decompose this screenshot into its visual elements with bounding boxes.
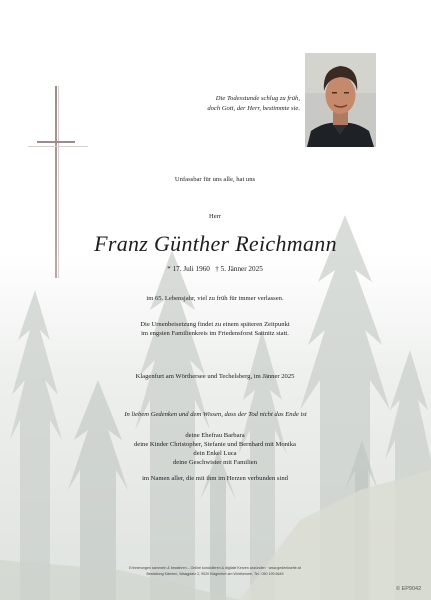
footer-line-2: Bestattung Kärnten, Waagplatz 2, 9020 Klagenfurt am Wörthersee, Tel.: 050 199 6649 [146,572,284,576]
family-line-3: dein Enkel Luca [193,450,237,457]
place-date: Klagenfurt am Wörthersee und Techelsberg, im Jänner 2025 [135,373,295,380]
family-line-2: deine Kinder Christopher, Stefanie und Bernhard mit Monika [134,441,296,448]
remembrance-text: In liebem Gedenken und dem Wissen, dass der Tod nicht das Ende ist [124,411,307,418]
deceased-name: Franz Günther Reichmann [94,231,337,256]
quote-line-2: doch Gott, der Herr, bestimmte sie. [207,104,300,112]
family-line-1: deine Ehefrau Barbara [185,432,245,439]
intro-text: Unfassbar für uns alle, hat uns [174,176,256,183]
footer-line-1: Erinnerungen sammeln & bewahren – Online kondolieren & digitale Kerzen anzünden · www.gedenkseite.at [129,566,301,570]
family-line-4: deine Geschwister mit Familien [172,459,258,466]
cross-horizontal [37,141,75,143]
template-code: © EP9042 [396,586,422,592]
funeral-line-2: im engsten Familienkreis im Friedensforst Sattnitz statt. [141,330,289,337]
life-text: im 65. Lebensjahr, viel zu früh für immer verlassen. [146,295,284,302]
quote-line-1: Die Todesstunde schlug zu früh, [215,95,300,102]
funeral-line-1: Die Urnenbeisetzung findet zu einem späteren Zeitpunkt [140,321,290,328]
cross-shadow-horizontal [28,146,88,147]
salutation: Herr [208,213,222,220]
life-dates: * 17. Juli 1960 † 5. Jänner 2025 [167,265,263,273]
closing-text: im Namen aller, die mit ihm im Herzen verbunden sind [142,475,288,482]
portrait-photo [305,53,376,147]
portrait-image [305,53,376,147]
quote [130,94,300,113]
